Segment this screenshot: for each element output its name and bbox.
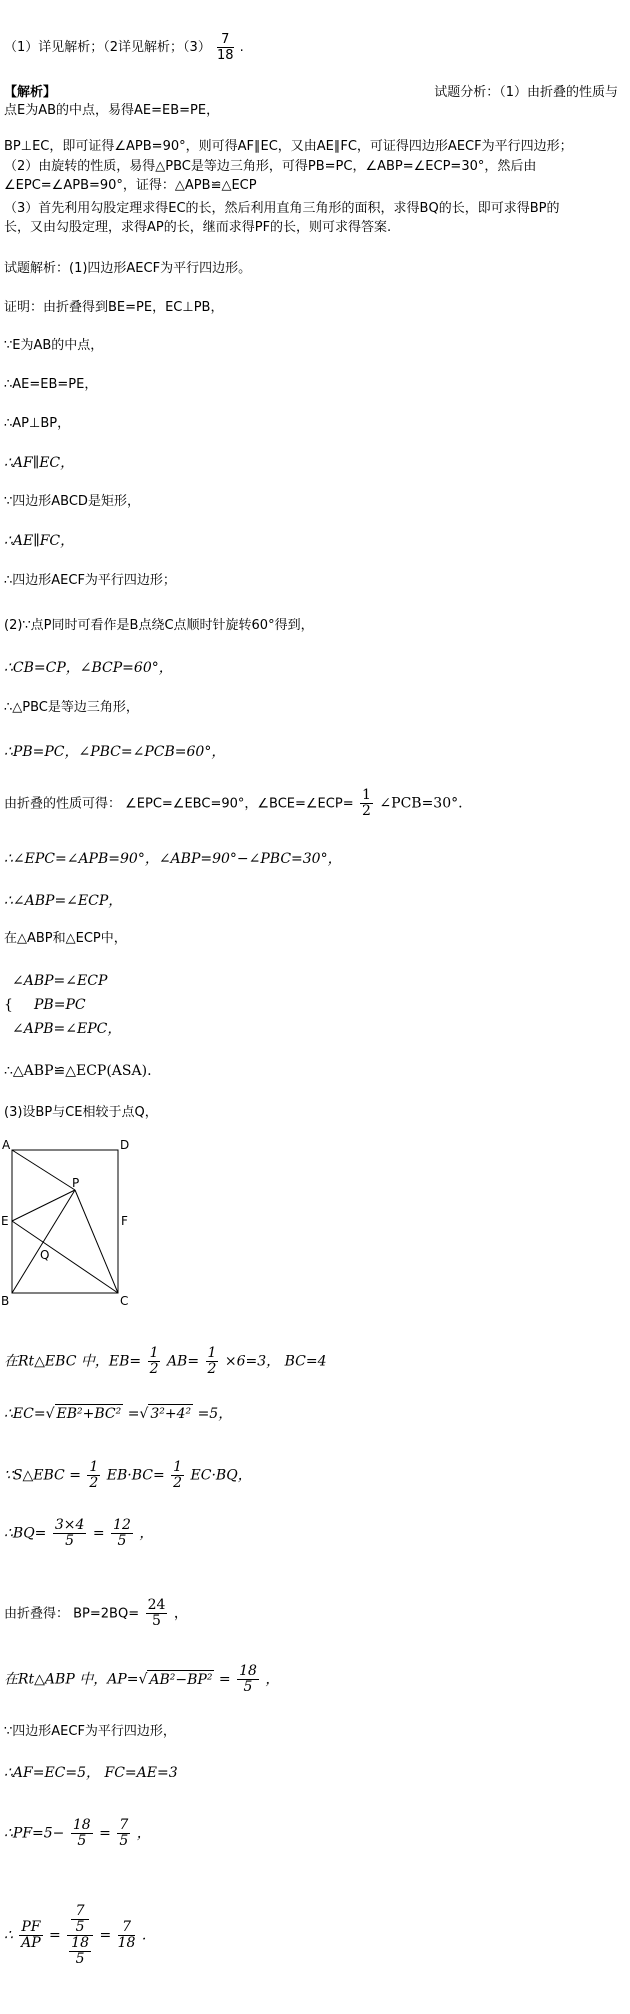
solution-line: 证明：由折叠得到BE=PE，EC⊥PB， xyxy=(4,300,224,315)
label-C: C xyxy=(120,1294,129,1308)
solution-line-ratio xyxy=(4,1904,146,1967)
frac-den: 5 xyxy=(243,1679,253,1695)
frac-den: 18 xyxy=(216,48,234,63)
frac-num: 7 xyxy=(217,32,234,48)
label-D: D xyxy=(120,1138,130,1152)
radicand: AB²−BP² xyxy=(149,1671,213,1688)
text: = xyxy=(127,1406,140,1422)
analysis-line-5: ∠EPC=∠APB=90°，证得：△APB≌△ECP xyxy=(4,178,257,193)
frac-den: 5 xyxy=(75,1951,85,1967)
frac-den: 5 xyxy=(75,1919,85,1935)
solution-line: ∴AE=EB=PE， xyxy=(4,377,98,392)
text: EB·BC= xyxy=(106,1467,165,1484)
frac-den: 5 xyxy=(117,1533,127,1549)
answer-line xyxy=(4,32,244,63)
fraction xyxy=(237,1664,259,1695)
solution-line: ∠ABP=∠ECP xyxy=(12,973,108,989)
label-Q: Q xyxy=(40,1248,50,1262)
solution-line: (2)∵点P同时可看作是B点绕C点顺时针旋转60°得到， xyxy=(4,618,314,633)
text: ∴ xyxy=(4,1927,13,1944)
analysis-line-4: （2）由旋转的性质，易得△PBC是等边三角形，可得PB=PC，∠ABP=∠ECP=30°，然后由 xyxy=(4,159,537,174)
solution-line-ec: ∴EC=√ EB²+BC² =√ 3²+4² =5， xyxy=(4,1406,233,1422)
answer-fraction xyxy=(217,32,234,63)
text: ∠PCB=30°. xyxy=(379,795,463,812)
analysis-line-7: 长，又由勾股定理，求得AP的长，继而求得PF的长，则可求得答案. xyxy=(4,220,392,235)
radicand: EB²+BC² xyxy=(56,1406,122,1422)
solution-line-bq xyxy=(4,1518,153,1549)
frac-num: 1 xyxy=(149,1345,159,1361)
frac-den xyxy=(67,1936,93,1967)
solution-line: ∵四边形AECF为平行四边形， xyxy=(4,1724,176,1739)
frac-den: 2 xyxy=(149,1361,159,1377)
solution-line: ∠APB=∠EPC， xyxy=(12,1021,122,1037)
solution-line: ∴△PBC是等边三角形， xyxy=(4,700,139,715)
half-fraction xyxy=(206,1346,219,1377)
frac-num: 1 xyxy=(89,1459,99,1475)
analysis-line-2: 点E为AB的中点，易得AE=EB=PE， xyxy=(4,103,220,118)
solution-line: ∴∠EPC=∠APB=90°，∠ABP=90°−∠PBC=30°， xyxy=(4,851,342,867)
fraction xyxy=(71,1818,93,1849)
frac-den: 18 xyxy=(117,1935,136,1951)
fraction xyxy=(71,1904,89,1935)
compound-fraction xyxy=(67,1904,93,1967)
half-fraction xyxy=(87,1460,100,1491)
frac-den: 2 xyxy=(207,1361,217,1377)
frac-den: 5 xyxy=(77,1833,87,1849)
text: ∴BQ= xyxy=(4,1525,47,1542)
analysis-heading: 【解析】 xyxy=(4,85,57,100)
analysis-line-6: （3）首先利用勾股定理求得EC的长，然后利用直角三角形的面积，求得BQ的长，即可求得BP的 xyxy=(4,201,560,216)
text: ， xyxy=(173,1605,188,1622)
label-F: F xyxy=(121,1214,128,1228)
solution-line: ∴CB=CP，∠BCP=60°， xyxy=(4,660,173,676)
solution-line: 试题解析：(1)四边形AECF为平行四边形。 xyxy=(4,261,252,276)
solution-line: ∵E为AB的中点， xyxy=(4,338,104,353)
text: 在Rt△EBC 中，EB= xyxy=(4,1353,142,1370)
brace: { xyxy=(4,997,13,1013)
solution-line-area xyxy=(4,1460,252,1491)
frac-num: 18 xyxy=(71,1935,89,1951)
fraction xyxy=(117,1818,130,1849)
text: 由折叠得： BP=2BQ= xyxy=(4,1606,140,1622)
solution-line: ∴AE∥FC， xyxy=(4,533,75,549)
analysis-right-label: 试题分析：（1）由折叠的性质与 xyxy=(434,85,618,100)
solution-line-eb xyxy=(4,1346,327,1377)
analysis-line-3: BP⊥EC，即可证得∠APB=90°，则可得AF∥EC，又由AE∥FC，可证得四边形AECF为平行四边形； xyxy=(4,139,573,154)
frac-den: 2 xyxy=(89,1475,99,1491)
text: 由折叠的性质可得： ∠EPC=∠EBC=90°，∠BCE=∠ECP= xyxy=(4,796,354,812)
solution-line: PB=PC xyxy=(34,997,86,1013)
text: 在Rt△ABP 中，AP= xyxy=(4,1671,139,1688)
frac-num: 7 xyxy=(71,1904,89,1920)
label-B: B xyxy=(1,1294,10,1308)
frac-den: AP xyxy=(21,1935,41,1951)
solution-line: 在△ABP和△ECP中， xyxy=(4,931,127,946)
frac-num: 12 xyxy=(113,1517,131,1533)
frac-den: 2 xyxy=(362,803,371,819)
solution-line-bp xyxy=(4,1598,188,1629)
frac-num: 1 xyxy=(362,787,371,803)
text: AB= xyxy=(166,1353,200,1370)
frac-num: 18 xyxy=(239,1663,257,1679)
text: ， xyxy=(265,1671,280,1688)
frac-num: 3×4 xyxy=(54,1517,85,1533)
solution-line: ∴△ABP≌△ECP(ASA). xyxy=(4,1063,152,1079)
text: = xyxy=(99,1825,111,1842)
frac-den: 5 xyxy=(65,1533,75,1549)
frac-num: 1 xyxy=(207,1345,217,1361)
solution-line: ∴四边形AECF为平行四边形； xyxy=(4,573,176,588)
solution-line: ∴AF=EC=5， FC=AE=3 xyxy=(4,1765,178,1781)
label-A: A xyxy=(2,1138,11,1152)
frac-den: 2 xyxy=(173,1475,183,1491)
fraction xyxy=(19,1920,42,1951)
frac-num: 1 xyxy=(173,1459,183,1475)
solution-line: ∴AP⊥BP， xyxy=(4,416,71,431)
solution-line-ap: 在Rt△ABP 中，AP=√ AB²−BP² = $\frac{18}{5}$ ， xyxy=(4,1663,280,1695)
fraction xyxy=(69,1936,91,1967)
solution-line-fold xyxy=(4,788,463,819)
answer-end: . xyxy=(239,40,244,55)
half-fraction xyxy=(148,1346,161,1377)
label-P: P xyxy=(72,1176,80,1190)
solution-line: ∴PB=PC，∠PBC=∠PCB=60°， xyxy=(4,744,226,760)
frac-num: 24 xyxy=(147,1597,166,1613)
text: ， xyxy=(136,1825,151,1842)
fraction xyxy=(111,1518,133,1549)
frac-num: PF xyxy=(21,1919,41,1935)
text: = xyxy=(92,1525,105,1542)
frac-den: 5 xyxy=(119,1833,129,1849)
text: = xyxy=(218,1671,231,1688)
text: ×6=3， BC=4 xyxy=(224,1353,327,1370)
text: =5， xyxy=(197,1406,233,1422)
text: ， xyxy=(139,1525,154,1542)
frac-num xyxy=(67,1904,93,1936)
geometry-figure xyxy=(0,1135,140,1315)
frac-den: 5 xyxy=(152,1613,161,1629)
text: ∴PF=5− xyxy=(4,1825,65,1842)
text: EC·BQ， xyxy=(190,1467,252,1484)
fraction xyxy=(146,1598,168,1629)
text: . xyxy=(141,1927,147,1944)
frac-num: 18 xyxy=(72,1817,91,1833)
half-fraction xyxy=(171,1460,184,1491)
solution-line: (3)设BP与CE相较于点Q， xyxy=(4,1105,158,1120)
answer-text: （1）详见解析；（2详见解析；（3） xyxy=(4,40,211,55)
half-fraction xyxy=(360,788,373,819)
label-E: E xyxy=(1,1214,9,1228)
text: = xyxy=(99,1927,112,1944)
radicand: 3²+4² xyxy=(150,1406,192,1422)
solution-line: ∴AF∥EC， xyxy=(4,455,75,471)
text: ∴EC= xyxy=(4,1406,46,1422)
fraction xyxy=(53,1518,87,1549)
frac-num: 7 xyxy=(118,1920,136,1936)
solution-line: ∵四边形ABCD是矩形， xyxy=(4,494,140,509)
text: ∵S△EBC = xyxy=(4,1467,81,1484)
solution-line-pf xyxy=(4,1818,151,1849)
solution-line: ∴∠ABP=∠ECP， xyxy=(4,893,123,909)
frac-num: 7 xyxy=(119,1817,129,1833)
fraction xyxy=(118,1920,136,1951)
text: = xyxy=(48,1927,61,1944)
